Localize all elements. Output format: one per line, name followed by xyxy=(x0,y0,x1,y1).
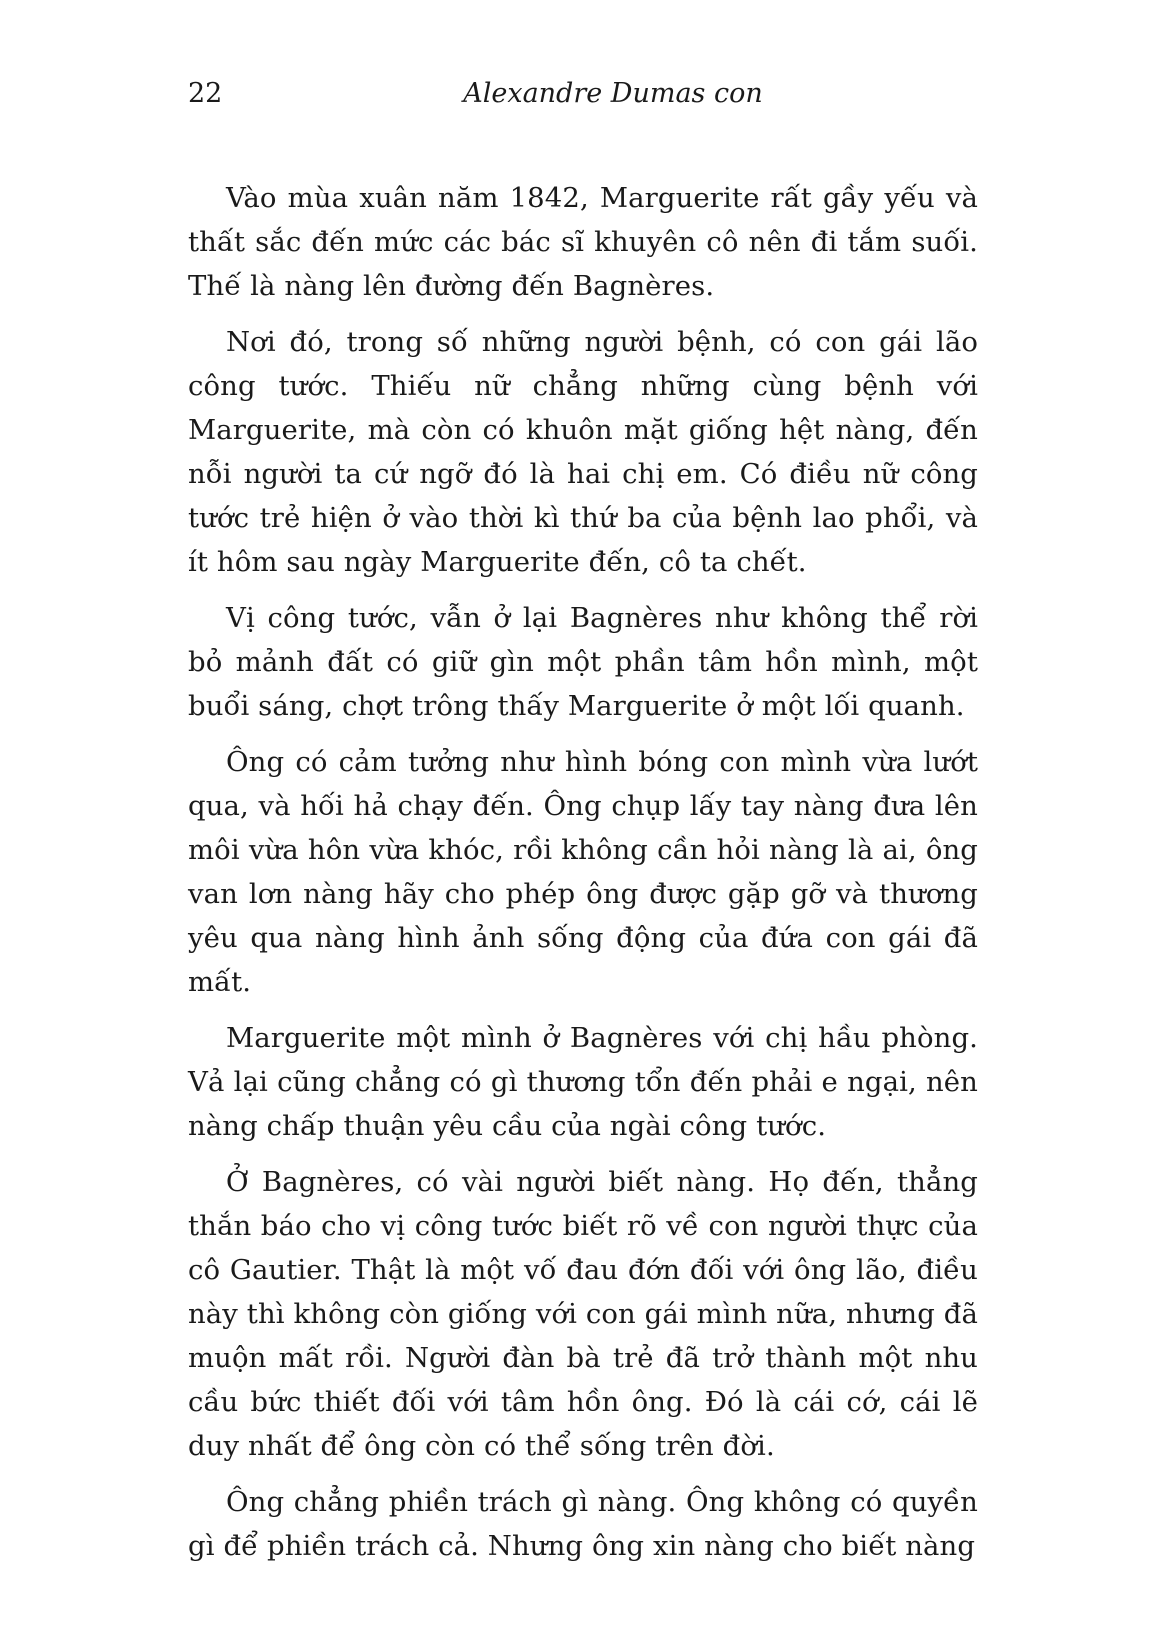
page-number: 22 xyxy=(188,78,223,109)
paragraph: Ông có cảm tưởng như hình bóng con mình vừa lướt qua, và hối hả chạy đến. Ông chụp lấy tay nàng đưa lên môi vừa hôn vừa khóc, rồi không cần hỏi nàng là ai, ông van lơn nàng hãy cho phép ông được gặp gỡ và thương yêu qua nàng hình ảnh sống động của đứa con gái đã mất. xyxy=(188,746,978,998)
body-text xyxy=(188,176,978,1568)
paragraph: Ông chẳng phiền trách gì nàng. Ông không có quyền gì để phiền trách cả. Nhưng ông xin nàng cho biết nàng xyxy=(188,1486,978,1562)
running-title: Alexandre Dumas con xyxy=(463,78,763,109)
paragraph: Vị công tước, vẫn ở lại Bagnères như không thể rời bỏ mảnh đất có giữ gìn một phần tâm hồn mình, một buổi sáng, chợt trông thấy Marguerite ở một lối quanh. xyxy=(188,602,978,722)
page-header xyxy=(188,74,978,114)
paragraph: Ở Bagnères, có vài người biết nàng. Họ đến, thẳng thắn báo cho vị công tước biết rõ về con người thực của cô Gautier. Thật là một vố đau đớn đối với ông lão, điều này thì không còn giống với con gái mình nữa, nhưng đã muộn mất rồi. Người đàn bà trẻ đã trở thành một nhu cầu bức thiết đối với tâm hồn ông. Đó là cái cớ, cái lẽ duy nhất để ông còn có thể sống trên đời. xyxy=(188,1166,978,1462)
paragraph: Nơi đó, trong số những người bệnh, có con gái lão công tước. Thiếu nữ chẳng những cùng bệnh với Marguerite, mà còn có khuôn mặt giống hệt nàng, đến nỗi người ta cứ ngỡ đó là hai chị em. Có điều nữ công tước trẻ hiện ở vào thời kì thứ ba của bệnh lao phổi, và ít hôm sau ngày Marguerite đến, cô ta chết. xyxy=(188,326,978,578)
paragraph: Marguerite một mình ở Bagnères với chị hầu phòng. Vả lại cũng chẳng có gì thương tổn đến phải e ngại, nên nàng chấp thuận yêu cầu của ngài công tước. xyxy=(188,1022,978,1142)
paragraph: Vào mùa xuân năm 1842, Marguerite rất gầy yếu và thất sắc đến mức các bác sĩ khuyên cô nên đi tắm suối. Thế là nàng lên đường đến Bagnères. xyxy=(188,182,978,302)
